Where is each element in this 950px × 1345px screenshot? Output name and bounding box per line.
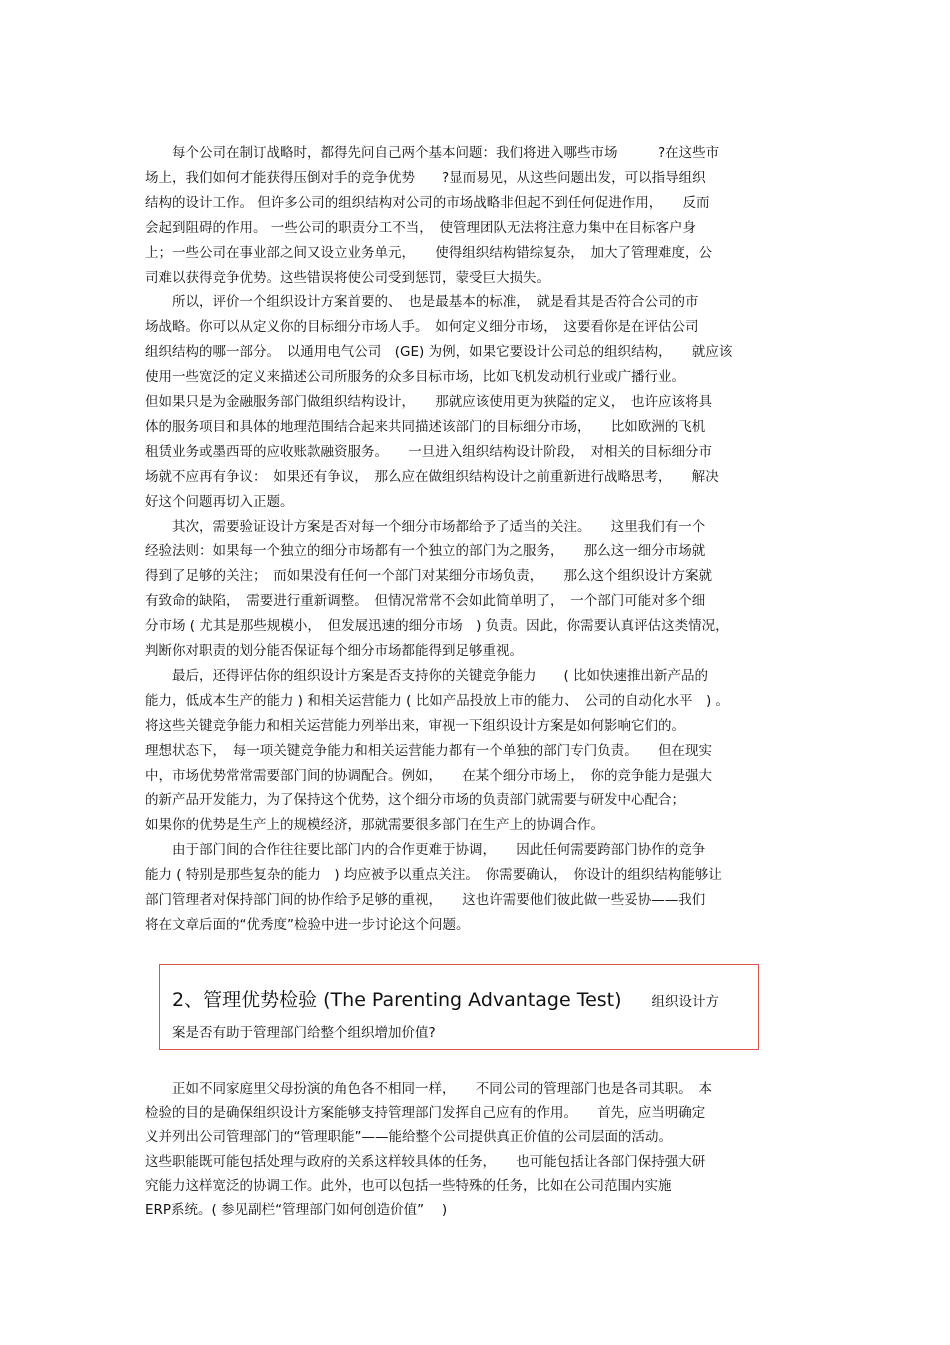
text-line: 判断你对职责的划分能否保证每个细分市场都能得到足够重视。	[145, 643, 523, 659]
text-line: 有致命的缺陷， 需要进行重新调整。 但情况常常不会如此简单明了， 一个部门可能对多个细	[145, 593, 706, 610]
text-line: 这些职能既可能包括处理与政府的关系这样较具体的任务， 也可能包括让各部门保持强大研	[145, 1153, 706, 1170]
text-line: 如果你的优势是生产上的规模经济，那就需要很多部门在生产上的协调合作。	[145, 817, 604, 834]
text-line: 上；一些公司在事业部之间又设立业务单元， 使得组织结构错综复杂， 加大了管理难度，公	[145, 244, 712, 261]
text-line: 得到了足够的关注； 而如果没有任何一个部门对某细分市场负责， 那么这个组织设计方案就	[145, 568, 712, 585]
section-heading-box	[159, 964, 759, 1050]
text-line: 好这个问题再切入正题。	[145, 493, 294, 510]
section-heading-tail: 组织设计方	[651, 994, 720, 1010]
text-line: 体的服务项目和具体的地理范围结合起来共同描述该部门的目标细分市场， 比如欧洲的飞机	[145, 418, 706, 435]
text-line: 理想状态下， 每一项关键竞争能力和相关运营能力都有一个单独的部门专门负责。 但在现实	[145, 742, 712, 759]
text-line: 使用一些宽泛的定义来描述公司所服务的众多目标市场，比如飞机发动机行业或广播行业。	[145, 369, 685, 386]
text-line: 其次，需要验证设计方案是否对每一个细分市场都给予了适当的关注。 这里我们有一个	[145, 518, 706, 535]
text-line: 能力 ( 特别是那些复杂的能力 ) 均应被予以重点关注。 你需要确认， 你设计的组织结构能够让	[145, 867, 722, 884]
text-line: 义并列出公司管理部门的“管理职能”——能给整个公司提供真正价值的公司层面的活动。	[145, 1129, 672, 1146]
text-line: 正如不同家庭里父母扮演的角色各不相同一样， 不同公司的管理部门也是各司其职。 本	[145, 1081, 712, 1097]
text-line: 部门管理者对保持部门间的协作给予足够的重视， 这也许需要他们彼此做一些妥协——我们	[145, 892, 706, 908]
text-line: 场就不应再有争议： 如果还有争议， 那么应在做组织结构设计之前重新进行战略思考， 解决	[145, 468, 719, 485]
text-line: 场战略。你可以从定义你的目标细分市场人手。 如何定义细分市场， 这要看你是在评估公司	[145, 319, 699, 336]
text-line: 由于部门间的合作往往要比部门内的合作更难于协调， 因此任何需要跨部门协作的竞争	[145, 842, 706, 859]
section-heading-subtitle: 案是否有助于管理部门给整个组织增加价值?	[172, 1025, 436, 1041]
text-line: 经验法则：如果每一个独立的细分市场都有一个独立的部门为之服务， 那么这一细分市场就	[145, 543, 706, 560]
text-line: 租赁业务或墨西哥的应收账款融资服务。 一旦进入组织结构设计阶段， 对相关的目标细分市	[145, 443, 712, 460]
text-line: 组织结构的哪一部分。 以通用电气公司 (GE) 为例，如果它要设计公司总的组织结构， 就应该	[145, 344, 733, 361]
text-line: ERP系统。( 参见副栏“管理部门如何创造价值” )	[145, 1202, 448, 1218]
text-line: 将在文章后面的“优秀度”检验中进一步讨论这个问题。	[145, 916, 470, 933]
text-line: 场上，我们如何才能获得压倒对手的竞争优势 ?显而易见，从这些问题出发，可以指导组织	[145, 169, 706, 186]
text-line: 能力，低成本生产的能力 ) 和相关运营能力 ( 比如产品投放上市的能力、 公司的自动化水平 ) 。	[145, 692, 730, 709]
text-line: 检验的目的是确保组织设计方案能够支持管理部门发挥自己应有的作用。 首先，应当明确定	[145, 1105, 706, 1122]
text-line: 究能力这样宽泛的协调工作。此外，也可以包括一些特殊的任务，比如在公司范围内实施	[145, 1177, 672, 1194]
text-line: 的新产品开发能力，为了保持这个优势，这个细分市场的负责部门就需要与研发中心配合；	[145, 792, 685, 809]
text-line: 分市场 ( 尤其是那些规模小， 但发展迅速的细分市场 ) 负责。因此，你需要认真评估这类情况，	[145, 618, 729, 635]
section-heading-title: 2、管理优势检验 (The Parenting Advantage Test)	[172, 989, 622, 1011]
text-line: 但如果只是为金融服务部门做组织结构设计， 那就应该使用更为狭隘的定义， 也许应该将具	[145, 394, 712, 410]
text-line: 最后，还得评估你的组织设计方案是否支持你的关键竞争能力 ( 比如快速推出新产品的	[145, 667, 709, 684]
text-line: 会起到阻碍的作用。 一些公司的职责分工不当， 使管理团队无法将注意力集中在目标客户身	[145, 219, 697, 236]
text-line: 将这些关键竞争能力和相关运营能力列举出来，审视一下组织设计方案是如何影响它们的。	[145, 717, 685, 734]
text-line: 司难以获得竞争优势。这些错误将使公司受到惩罚，蒙受巨大损失。	[145, 269, 550, 286]
text-line: 所以，评价一个组织设计方案首要的、 也是最基本的标准， 就是看其是否符合公司的市	[145, 294, 699, 311]
text-line: 每个公司在制订战略时，都得先问自己两个基本问题：我们将进入哪些市场 ?在这些市	[145, 145, 720, 161]
text-line: 结构的设计工作。 但许多公司的组织结构对公司的市场战略非但起不到任何促进作用， 反而	[145, 194, 710, 211]
text-line: 中，市场优势常常需要部门间的协调配合。例如， 在某个细分市场上， 你的竞争能力是强大	[145, 767, 712, 784]
section-heading	[172, 987, 719, 1015]
